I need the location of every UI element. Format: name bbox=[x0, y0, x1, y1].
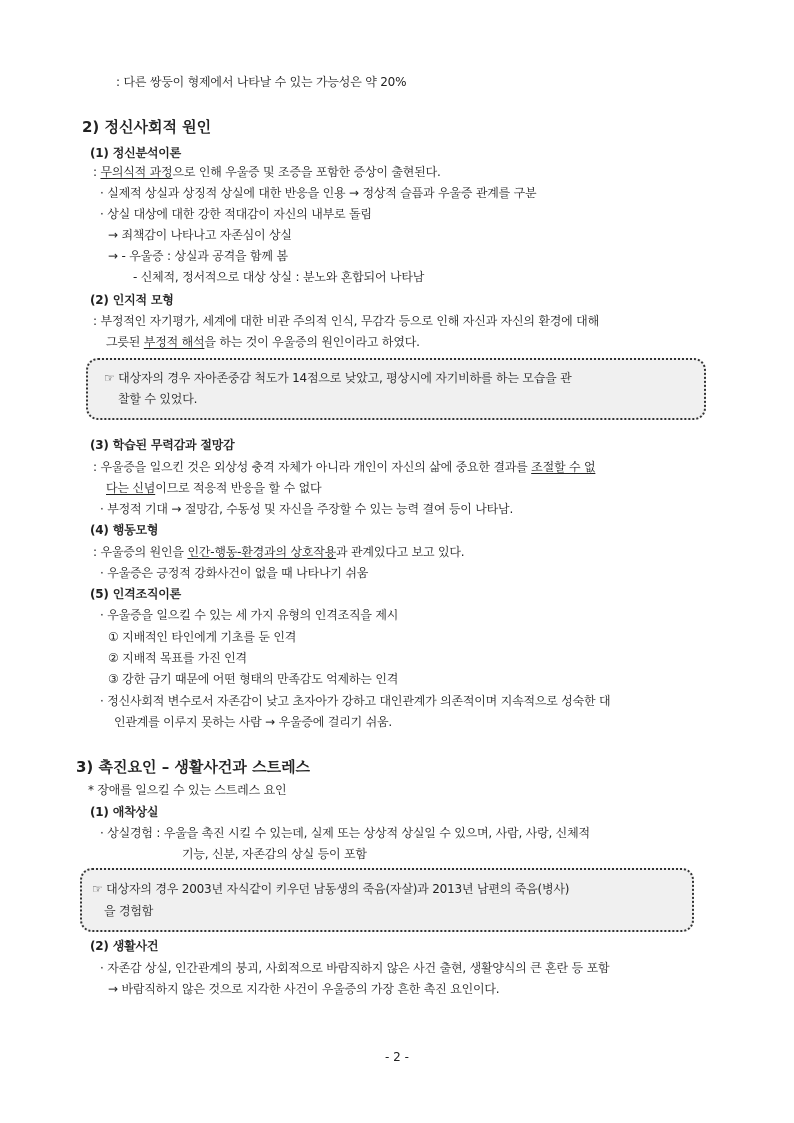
subsection-title-psychoanalytic: (1) 정신분석이론 bbox=[90, 146, 182, 160]
subsection-title-behavioral: (4) 행동모형 bbox=[90, 523, 159, 537]
stress-factors-subtitle: * 장애를 일으킬 수 있는 스트레스 요인 bbox=[88, 783, 287, 797]
life-events-line-1: · 자존감 상실, 인간관계의 붕괴, 사회적으로 바람직하지 않은 사건 출현, 생활양식의 큰 혼란 등 포함 bbox=[100, 961, 610, 975]
case-note-2-line-2: 을 경험함 bbox=[104, 904, 154, 918]
personality-line-6: 인관계를 이루지 못하는 사람 → 우울증에 걸리기 쉬움. bbox=[114, 715, 393, 729]
personality-line-4: ③ 강한 금기 때문에 어떤 형태의 만족감도 억제하는 인격 bbox=[108, 672, 399, 686]
personality-line-1: · 우울증을 일으킬 수 있는 세 가지 유형의 인격조직을 제시 bbox=[100, 608, 399, 622]
helplessness-line-2: 다는 신념이므로 적응적 반응을 할 수 없다 bbox=[106, 481, 322, 495]
case-note-1-line-2: 찰할 수 있었다. bbox=[118, 392, 198, 406]
subsection-title-cognitive: (2) 인지적 모형 bbox=[90, 293, 174, 307]
psychoanalytic-line-2: · 실제적 상실과 상징적 상실에 대한 반응을 인용 → 정상적 슬픔과 우울증 관계를 구분 bbox=[100, 186, 537, 200]
subsection-title-personality: (5) 인격조직이론 bbox=[90, 587, 182, 601]
subsection-title-attachment-loss: (1) 애착상실 bbox=[90, 805, 159, 819]
twin-probability-line: : 다른 쌍둥이 형제에서 나타날 수 있는 가능성은 약 20% bbox=[116, 75, 407, 89]
case-note-1-line-1: ☞ 대상자의 경우 자아존중감 척도가 14점으로 낮았고, 평상시에 자기비하를 하는 모습을 관 bbox=[104, 371, 572, 385]
page-number: - 2 - bbox=[385, 1050, 409, 1064]
psychoanalytic-line-1: : 무의식적 과정으로 인해 우울증 및 조증을 포함한 증상이 출현된다. bbox=[93, 165, 441, 179]
psychoanalytic-line-5: → - 우울증 : 상실과 공격을 함께 봄 bbox=[108, 249, 288, 263]
helplessness-line-3: · 부정적 기대 → 절망감, 수동성 및 자신을 주장할 수 있는 능력 결여 등이 나타남. bbox=[100, 502, 514, 516]
section-title-psychosocial: 2) 정신사회적 원인 bbox=[82, 118, 212, 136]
case-note-box-1 bbox=[86, 358, 706, 420]
personality-line-5: · 정신사회적 변수로서 자존감이 낮고 초자아가 강하고 대인관계가 의존적이며 지속적으로 성숙한 대 bbox=[100, 694, 611, 708]
case-note-box-2 bbox=[80, 868, 694, 932]
psychoanalytic-line-3: · 상실 대상에 대한 강한 적대감이 자신의 내부로 돌림 bbox=[100, 207, 372, 221]
cognitive-line-2: 그릇된 부정적 해석을 하는 것이 우울증의 원인이라고 하였다. bbox=[106, 335, 420, 349]
helplessness-line-1: : 우울증을 일으킨 것은 외상성 충격 자체가 아니라 개인이 자신의 삶에 중요한 결과를 조절할 수 없 bbox=[93, 460, 596, 474]
behavioral-line-1: : 우울증의 원인을 인간-행동-환경과의 상호작용과 관계있다고 보고 있다. bbox=[93, 545, 465, 559]
psychoanalytic-line-4: → 죄책감이 나타나고 자존심이 상실 bbox=[108, 228, 292, 242]
behavioral-line-2: · 우울증은 긍정적 강화사건이 없을 때 나타나기 쉬움 bbox=[100, 566, 369, 580]
attachment-loss-line-1: · 상실경험 : 우울을 촉진 시킬 수 있는데, 실제 또는 상상적 상실일 수 있으며, 사람, 사랑, 신체적 bbox=[100, 826, 590, 840]
cognitive-line-1: : 부정적인 자기평가, 세계에 대한 비관 주의적 인식, 무감각 등으로 인해 자신과 자신의 환경에 대해 bbox=[93, 314, 599, 328]
psychoanalytic-line-6: - 신체적, 정서적으로 대상 상실 : 분노와 혼합되어 나타남 bbox=[133, 270, 425, 284]
personality-line-3: ② 지배적 목표를 가진 인격 bbox=[108, 651, 247, 665]
subsection-title-life-events: (2) 생활사건 bbox=[90, 939, 159, 953]
section-title-precipitating: 3) 촉진요인 – 생활사건과 스트레스 bbox=[76, 758, 311, 776]
personality-line-2: ① 지배적인 타인에게 기초를 둔 인격 bbox=[108, 630, 297, 644]
case-note-2-line-1: ☞ 대상자의 경우 2003년 자식같이 키우던 남동생의 죽음(자살)과 2013년 남편의 죽음(병사) bbox=[92, 882, 570, 896]
subsection-title-learned-helplessness: (3) 학습된 무력감과 절망감 bbox=[90, 438, 235, 452]
attachment-loss-line-2: 기능, 신분, 자존감의 상실 등이 포함 bbox=[182, 847, 367, 861]
life-events-line-2: → 바람직하지 않은 것으로 지각한 사건이 우울증의 가장 흔한 촉진 요인이다. bbox=[108, 982, 500, 996]
